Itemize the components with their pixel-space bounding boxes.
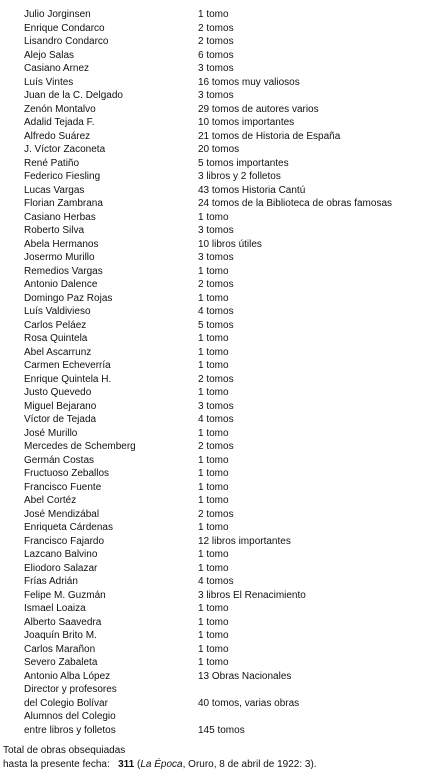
- list-item: [0, 440, 430, 454]
- donor-name: Lisandro Condarco: [24, 36, 109, 47]
- donation-amount: 1 tomo: [198, 292, 229, 304]
- list-item: [0, 643, 430, 657]
- list-item: [0, 670, 430, 684]
- donor-name: Luís Valdivieso: [24, 306, 91, 317]
- donation-amount: 1 tomo: [198, 468, 229, 479]
- donor-name: Enrique Quintela H.: [24, 373, 112, 385]
- donation-amount: 43 tomos Historia Cantú: [198, 184, 306, 196]
- donation-amount: 12 libros importantes: [198, 535, 291, 547]
- donation-amount: 1 tomo: [198, 454, 229, 466]
- donations-list: [0, 8, 430, 737]
- list-item: [0, 278, 430, 292]
- list-item: [0, 116, 430, 130]
- donor-name: entre libros y folletos: [24, 724, 116, 736]
- donor-name: Florian Zambrana: [24, 198, 103, 209]
- donation-amount: 1 tomo: [198, 522, 229, 533]
- donation-amount: 5 tomos importantes: [198, 157, 289, 169]
- donation-amount: 2 tomos: [198, 22, 234, 34]
- total-line: [3, 758, 317, 772]
- list-item: [0, 292, 430, 306]
- donation-amount: 3 libros y 2 folletos: [198, 171, 281, 182]
- donation-amount: 2 tomos: [198, 508, 234, 520]
- donation-amount: 3 tomos: [198, 90, 234, 101]
- list-item: [0, 35, 430, 49]
- total-count: 311: [118, 758, 135, 770]
- total-section: [3, 744, 317, 771]
- donor-name: Domingo Paz Rojas: [24, 292, 113, 304]
- list-item: [0, 535, 430, 549]
- list-item: [0, 238, 430, 252]
- list-item: [0, 184, 430, 198]
- donor-name: Ismael Loaiza: [24, 603, 86, 614]
- donor-name: Carlos Peláez: [24, 319, 87, 331]
- list-item: [0, 413, 430, 427]
- donor-name: del Colegio Bolívar: [24, 697, 108, 709]
- donor-name: Justo Quevedo: [24, 387, 92, 398]
- donor-name: Alberto Saavedra: [24, 616, 102, 628]
- list-item: [0, 710, 430, 724]
- donation-amount: 1 tomo: [198, 346, 229, 358]
- donor-name: Adalid Tejada F.: [24, 117, 95, 128]
- list-item: [0, 494, 430, 508]
- donation-amount: 3 tomos: [198, 252, 234, 263]
- list-item: [0, 8, 430, 22]
- list-item: [0, 548, 430, 562]
- donation-amount: 21 tomos de Historia de España: [198, 130, 341, 142]
- donor-name: Abela Hermanos: [24, 238, 99, 250]
- list-item: [0, 265, 430, 279]
- list-item: [0, 103, 430, 117]
- donor-name: Mercedes de Schemberg: [24, 441, 136, 452]
- list-item: [0, 143, 430, 157]
- donation-amount: 2 tomos: [198, 36, 234, 47]
- donor-name: Josermo Murillo: [24, 252, 95, 263]
- donation-amount: 1 tomo: [198, 630, 229, 641]
- list-item: [0, 359, 430, 373]
- list-item: [0, 724, 430, 738]
- donor-name: Alejo Salas: [24, 49, 75, 61]
- donor-name: José Mendizábal: [24, 508, 100, 520]
- donor-name: Víctor de Tejada: [24, 414, 97, 425]
- donation-amount: 3 tomos: [198, 225, 234, 236]
- list-item: [0, 76, 430, 90]
- donation-amount: 1 tomo: [198, 603, 229, 614]
- donor-name: Eliodoro Salazar: [24, 562, 98, 574]
- donation-amount: 1 tomo: [198, 481, 229, 493]
- donation-amount: 16 tomos muy valiosos: [198, 76, 300, 88]
- list-item: [0, 346, 430, 360]
- donor-name: Enrique Condarco: [24, 22, 105, 34]
- donor-name: Antonio Alba López: [24, 670, 111, 682]
- donor-name: Luís Vintes: [24, 76, 74, 88]
- list-item: [0, 521, 430, 535]
- donation-amount: 24 tomos de la Biblioteca de obras famosas: [198, 198, 392, 209]
- list-item: [0, 629, 430, 643]
- donation-amount: 3 tomos: [198, 63, 234, 74]
- donor-name: Fructuoso Zeballos: [24, 468, 110, 479]
- donation-amount: 1 tomo: [198, 333, 229, 344]
- donation-amount: 1 tomo: [198, 387, 229, 398]
- list-item: [0, 454, 430, 468]
- donor-name: Roberto Silva: [24, 225, 85, 236]
- donor-name: Director y profesores: [24, 684, 117, 695]
- donation-amount: 4 tomos: [198, 576, 234, 587]
- list-item: [0, 602, 430, 616]
- donor-name: Francisco Fuente: [24, 481, 102, 493]
- donation-amount: 1 tomo: [198, 360, 229, 371]
- total-prefix: hasta la presente fecha:: [3, 758, 110, 770]
- donation-amount: 1 tomo: [198, 657, 229, 668]
- list-item: [0, 224, 430, 238]
- donation-amount: 29 tomos de autores varios: [198, 103, 319, 115]
- list-item: [0, 386, 430, 400]
- donation-amount: 4 tomos: [198, 414, 234, 425]
- source-rest: , Oruro, 8 de abril de 1922: 3).: [182, 758, 317, 770]
- list-item: [0, 62, 430, 76]
- list-item: [0, 332, 430, 346]
- donation-amount: 10 tomos importantes: [198, 117, 295, 128]
- list-item: [0, 400, 430, 414]
- donor-name: Felipe M. Guzmán: [24, 589, 106, 601]
- donation-amount: 1 tomo: [198, 265, 229, 277]
- donation-amount: 2 tomos: [198, 279, 234, 290]
- donor-name: Federico Fiesling: [24, 171, 101, 182]
- donation-amount: 4 tomos: [198, 306, 234, 317]
- list-item: [0, 197, 430, 211]
- list-item: [0, 130, 430, 144]
- list-item: [0, 481, 430, 495]
- donor-name: Lazcano Balvino: [24, 549, 98, 560]
- source-title: La Época: [140, 758, 183, 770]
- list-item: [0, 49, 430, 63]
- donor-name: Germán Costas: [24, 454, 95, 466]
- list-item: [0, 211, 430, 225]
- donation-amount: 6 tomos: [198, 49, 234, 61]
- donor-name: Carmen Echeverría: [24, 360, 111, 371]
- donation-amount: 3 tomos: [198, 400, 234, 412]
- donation-amount: 10 libros útiles: [198, 238, 262, 250]
- list-item: [0, 575, 430, 589]
- list-item: [0, 589, 430, 603]
- list-item: [0, 683, 430, 697]
- donor-name: Casiano Herbas: [24, 211, 96, 223]
- donation-amount: 2 tomos: [198, 373, 234, 385]
- donation-amount: 1 tomo: [198, 9, 229, 20]
- donation-amount: 1 tomo: [198, 211, 229, 223]
- list-item: [0, 467, 430, 481]
- donor-name: José Murillo: [24, 427, 78, 439]
- list-item: [0, 562, 430, 576]
- list-item: [0, 22, 430, 36]
- donation-amount: 20 tomos: [198, 144, 240, 155]
- donation-amount: 1 tomo: [198, 643, 229, 655]
- donor-name: Lucas Vargas: [24, 184, 85, 196]
- list-item: [0, 616, 430, 630]
- donor-name: Joaquín Brito M.: [24, 630, 97, 641]
- donor-name: Abel Ascarrunz: [24, 346, 92, 358]
- list-item: [0, 251, 430, 265]
- donor-name: Alfredo Suárez: [24, 130, 91, 142]
- donation-amount: 1 tomo: [198, 495, 229, 506]
- list-item: [0, 157, 430, 171]
- donor-name: Carlos Marañon: [24, 643, 96, 655]
- donor-name: Juan de la C. Delgado: [24, 90, 123, 101]
- source-open: (: [137, 758, 141, 770]
- donor-name: Julio Jorginsen: [24, 9, 91, 20]
- donation-amount: 13 Obras Nacionales: [198, 670, 292, 682]
- donation-amount: 1 tomo: [198, 562, 229, 574]
- donation-amount: 3 libros El Renacimiento: [198, 589, 306, 601]
- donor-name: J. Víctor Zaconeta: [24, 144, 106, 155]
- donation-amount: 5 tomos: [198, 319, 234, 331]
- donor-name: Alumnos del Colegio: [24, 711, 116, 722]
- donor-name: Frías Adrián: [24, 576, 78, 587]
- donation-amount: 1 tomo: [198, 616, 229, 628]
- list-item: [0, 89, 430, 103]
- donation-amount: 145 tomos: [198, 724, 245, 736]
- list-item: [0, 170, 430, 184]
- donor-name: Enriqueta Cárdenas: [24, 522, 113, 533]
- donor-name: Antonio Dalence: [24, 279, 98, 290]
- total-label: Total de obras obsequiadas: [3, 745, 126, 756]
- donor-name: Remedios Vargas: [24, 265, 103, 277]
- donor-name: Severo Zabaleta: [24, 657, 98, 668]
- donation-amount: 1 tomo: [198, 427, 229, 439]
- donor-name: Miguel Bejarano: [24, 400, 97, 412]
- list-item: [0, 697, 430, 711]
- list-item: [0, 305, 430, 319]
- donation-amount: 2 tomos: [198, 441, 234, 452]
- list-item: [0, 373, 430, 387]
- donation-amount: 1 tomo: [198, 549, 229, 560]
- list-item: [0, 319, 430, 333]
- donation-amount: 40 tomos, varias obras: [198, 697, 300, 709]
- donor-name: Zenón Montalvo: [24, 103, 96, 115]
- donor-name: René Patiño: [24, 157, 80, 169]
- donor-name: Casiano Arnez: [24, 63, 90, 74]
- list-item: [0, 656, 430, 670]
- donor-name: Abel Cortéz: [24, 495, 77, 506]
- donor-name: Rosa Quintela: [24, 333, 88, 344]
- list-item: [0, 508, 430, 522]
- list-item: [0, 427, 430, 441]
- donor-name: Francisco Fajardo: [24, 535, 105, 547]
